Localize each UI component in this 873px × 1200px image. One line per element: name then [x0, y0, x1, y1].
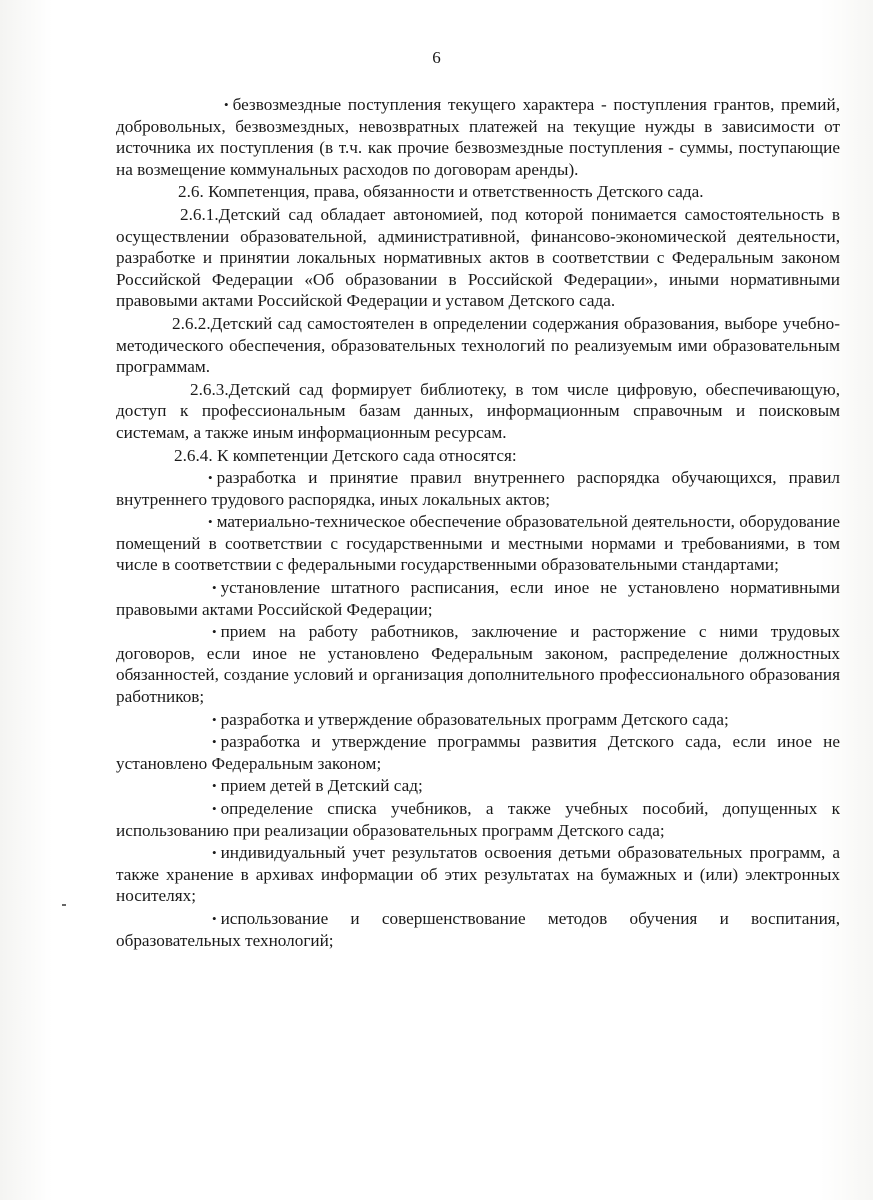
bullet-icon: • — [212, 711, 217, 727]
section-2-6-3: 2.6.3.Детский сад формирует библиотеку, в том числе цифровую, обеспечивающую, доступ к профессиональным базам данных, информационным справочным и поисковым системам, а также иным информационным ресурсам. — [116, 379, 840, 442]
competence-text: прием на работу работников, заключение и расторжение с ними трудовых договоров, если иное не установлено Федеральным законом, распределение должностных обязанностей, создание условий и организация дополнительного профессионального образования работников; — [116, 622, 840, 707]
intro-paragraph — [116, 94, 840, 180]
competence-item — [116, 577, 840, 620]
bullet-icon: • — [212, 734, 217, 750]
competence-item — [116, 621, 840, 707]
bullet-icon: • — [212, 624, 217, 640]
competence-item — [116, 842, 840, 907]
competence-text: использование и совершенствование методов обучения и воспитания, образовательных технологий; — [116, 908, 840, 950]
bullet-icon: • — [224, 97, 229, 112]
competence-text: определение списка учебников, а также учебных пособий, допущенных к использованию при реализации образовательных программ Детского сада; — [116, 799, 840, 840]
competence-text: индивидуальный учет результатов освоения детьми образовательных программ, а также хранение в архивах информации об этих результатах на бумажных и (или) электронных носителях; — [116, 843, 840, 906]
competence-text: материально-техническое обеспечение образовательной деятельности, оборудование помещений в соответствии с государственными и местными нормами и требованиями, в том числе в соответствии с федеральными государственными образовательными стандартами; — [116, 512, 840, 575]
bullet-icon: • — [208, 470, 213, 486]
competence-text: прием детей в Детский сад; — [220, 776, 423, 796]
competence-item — [116, 798, 840, 841]
scan-mark — [62, 904, 66, 906]
competence-text: разработка и утверждение программы развития Детского сада, если иное не установлено Федеральным законом; — [116, 732, 840, 773]
competence-item — [116, 511, 840, 576]
bullet-icon: • — [212, 801, 217, 816]
section-2-6-1: 2.6.1.Детский сад обладает автономией, под которой понимается самостоятельность в осуществлении образовательной, административной, финансово-экономической деятельности, разработке и принятии локальных нормативных актов в соответствии с Федеральным законом Российской Федерации «Об образовании в Российской Федерации», иными нормативными правовыми актами Российской Федерации и уставом Детского сада. — [116, 204, 840, 311]
bullet-icon: • — [212, 845, 217, 861]
intro-text: безвозмездные поступления текущего характера - поступления грантов, премий, добровольных, безвозмездных, невозвратных платежей на текущие нужды в зависимости от источника их поступления (в т.ч. как прочие безвозмездные поступления - суммы, поступающие на возмещение коммунальных расходов по договорам аренды). — [116, 95, 840, 179]
competence-text: установление штатного расписания, если иное не установлено нормативными правовыми актами Российской Федерации; — [116, 578, 840, 619]
competence-item — [116, 709, 840, 731]
competence-item — [116, 731, 840, 774]
page-number: 6 — [432, 48, 441, 67]
competence-text: разработка и утверждение образовательных программ Детского сада; — [220, 709, 729, 729]
bullet-icon: • — [212, 778, 217, 794]
bullet-icon: • — [212, 910, 217, 926]
bullet-icon: • — [212, 580, 217, 596]
competence-item — [116, 908, 840, 951]
bullet-icon: • — [208, 514, 213, 530]
document-body — [116, 94, 840, 951]
competence-item — [116, 775, 840, 797]
section-2-6-2: 2.6.2.Детский сад самостоятелен в определении содержания образования, выборе учебно-методического обеспечения, образовательных технологий по реализуемым ими образовательным программам. — [116, 313, 840, 377]
competence-item — [116, 467, 840, 510]
competence-text: разработка и принятие правил внутреннего распорядка обучающихся, правил внутреннего трудового распорядка, иных локальных актов; — [116, 468, 840, 509]
section-2-6-4: 2.6.4. К компетенции Детского сада относятся: — [174, 445, 517, 465]
section-2-6-heading: 2.6. Компетенция, права, обязанности и ответственность Детского сада. — [178, 182, 704, 202]
